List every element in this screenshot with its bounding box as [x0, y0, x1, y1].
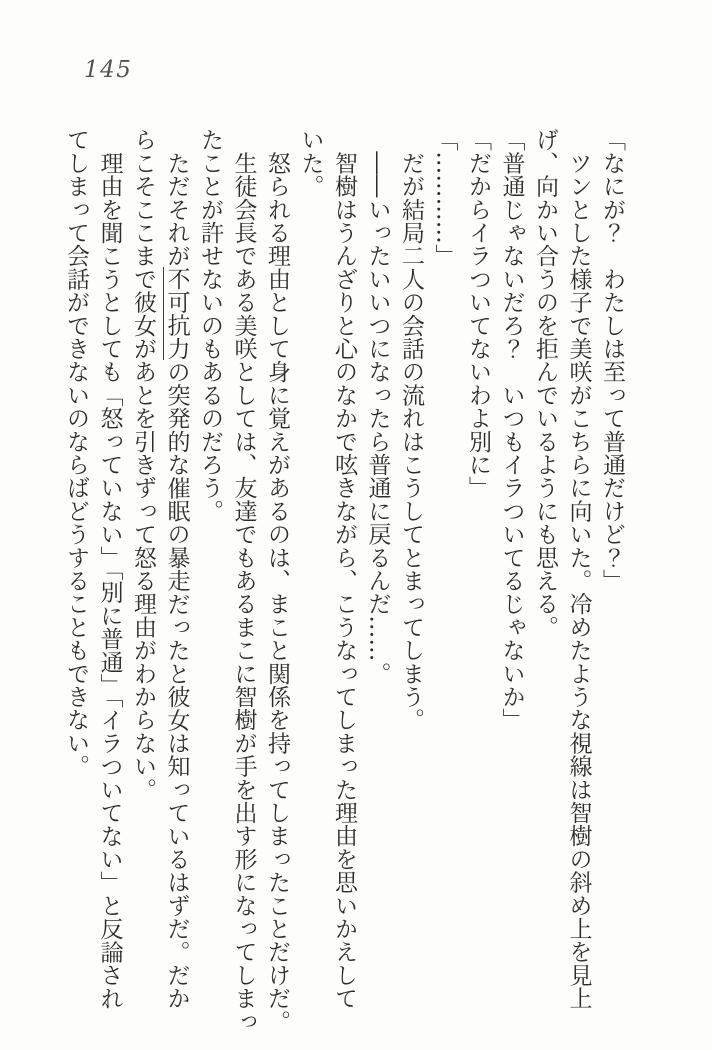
page-number: 145 [84, 57, 133, 83]
text-segment: の突発的な催眠の暴走だったと彼女は知っているはずだ。だか [163, 360, 190, 1010]
text-column: 生徒会長である美咲としては、友達でもあるまこに智樹が手を出す形になってしまっ [230, 128, 257, 1033]
text-column: いた。 [297, 128, 324, 198]
text-column: ――いったいいつになったら普通に戻るんだ……。 [364, 128, 391, 685]
text-column: 「なにが？ わたしは至って普通だけど？」 [599, 128, 625, 592]
text-column: 怒られる理由として身に覚えがあるのは、まこと関係を持ってしまったことだけだ。 [264, 128, 290, 1033]
text-column: ツンとした様子で美咲がこちらに向いた。冷めたような視線は智樹の斜め上を見上 [565, 128, 592, 1010]
text-column: 「普通じゃないだろ？ いつもイラついてるじゃないか」 [498, 128, 525, 732]
text-column: てしまって会話ができないのならばどうすることもできない。 [63, 128, 89, 778]
text-segment: ただそれが [163, 128, 190, 268]
text-column: 理由を聞こうとしても「怒っていない」「別に普通」「イラついてない」と反論され [96, 128, 123, 1010]
text-column: 「だからイラついてないわよ別に」 [465, 128, 491, 500]
text-column: らこそここまで彼女があとを引きずって怒る理由がわからない。 [130, 128, 156, 801]
text-column: 「…………」 [431, 128, 458, 268]
emphasized-text: 不可抗力 [163, 267, 190, 361]
vertical-text-block [59, 128, 629, 1033]
text-column [159, 128, 193, 1012]
text-column: たことが許せないのもあるのだろう。 [197, 128, 223, 523]
text-column: 智樹はうんざりと心のなかで呟きながら、こうなってしまった理由を思いかえして [331, 128, 357, 1010]
text-column: げ、向かい合うのを拒んでいるようにも思える。 [532, 128, 558, 639]
text-column: だが結局二人の会話の流れはこうしてとまってしまう。 [398, 128, 424, 732]
